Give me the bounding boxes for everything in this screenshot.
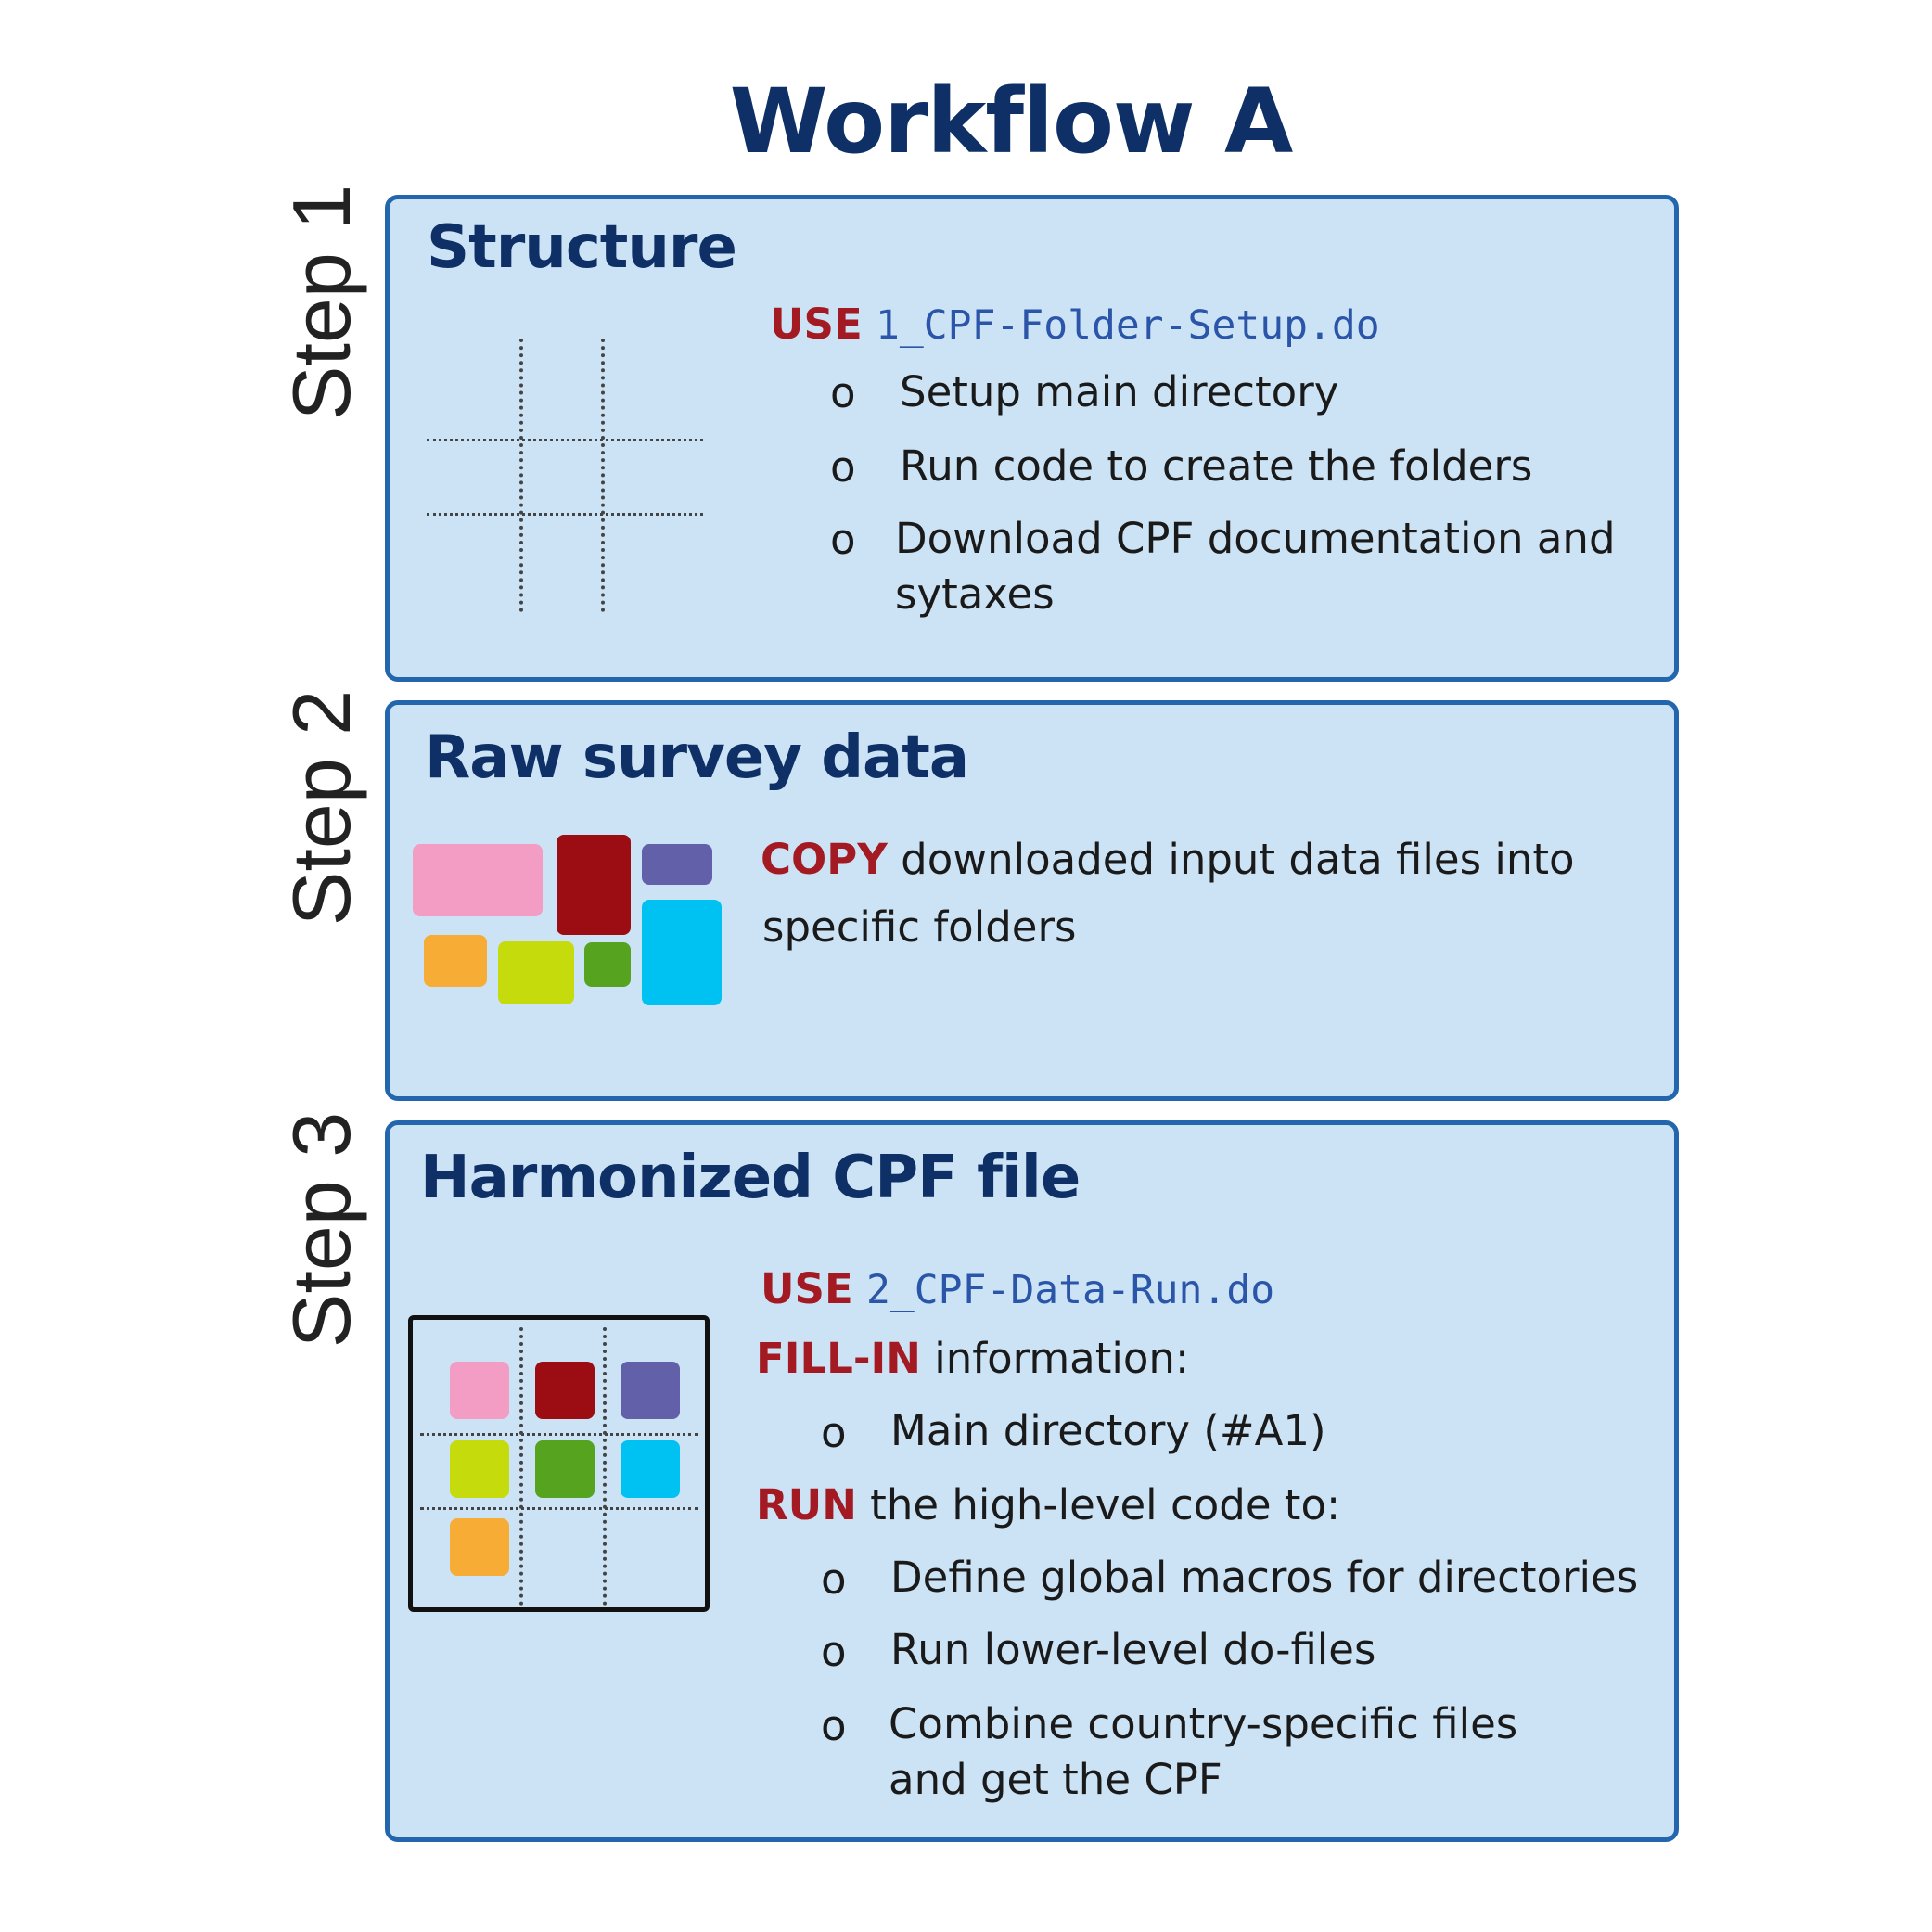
raw-data-blocks-icon bbox=[408, 835, 723, 1020]
step-2-heading: Raw survey data bbox=[425, 723, 968, 792]
run-text: the high-level code to: bbox=[870, 1480, 1341, 1529]
step-3-run-line bbox=[756, 1480, 1340, 1529]
step-3-label: Step 3 bbox=[275, 1111, 367, 1349]
step-3-run-bullet-2: Run lower-level do-files bbox=[890, 1625, 1376, 1674]
step-1-bullet-2: Run code to create the folders bbox=[900, 441, 1533, 491]
fill-in-keyword: FILL-IN bbox=[756, 1334, 921, 1383]
bullet-marker: o bbox=[821, 1701, 847, 1750]
copy-keyword: COPY bbox=[761, 835, 888, 884]
step-1-use-line bbox=[770, 300, 1380, 349]
run-keyword: RUN bbox=[756, 1480, 857, 1529]
bullet-marker: o bbox=[830, 442, 856, 492]
step-1-bullet-3: Download CPF documentation and sytaxes bbox=[895, 514, 1616, 619]
step-2-copy-line-2: specific folders bbox=[762, 902, 1077, 952]
step-2-copy-line bbox=[761, 835, 1575, 884]
bullet-marker: o bbox=[821, 1408, 847, 1457]
harmonized-grid-icon bbox=[408, 1315, 710, 1612]
setup-do-file: 1_CPF-Folder-Setup.do bbox=[876, 302, 1380, 349]
bullet-marker: o bbox=[821, 1555, 847, 1604]
bullet-marker: o bbox=[830, 368, 856, 417]
step-1-label: Step 1 bbox=[275, 184, 367, 421]
step-3-use-line bbox=[761, 1264, 1274, 1313]
step-3-heading: Harmonized CPF file bbox=[420, 1144, 1081, 1212]
step-3-fill-line bbox=[756, 1334, 1189, 1383]
step-3-panel bbox=[385, 1120, 1679, 1842]
use-keyword: USE bbox=[761, 1264, 853, 1313]
step-2-label: Step 2 bbox=[275, 689, 367, 927]
step-1-panel bbox=[385, 195, 1679, 682]
bullet-marker: o bbox=[821, 1627, 847, 1676]
data-run-do-file: 2_CPF-Data-Run.do bbox=[866, 1267, 1275, 1313]
step-3-fill-bullet-1: Main directory (#A1) bbox=[890, 1406, 1326, 1455]
step-1-heading: Structure bbox=[427, 213, 736, 282]
bullet-marker: o bbox=[830, 515, 856, 564]
folder-structure-icon bbox=[427, 339, 705, 617]
step-2-panel bbox=[385, 700, 1679, 1101]
step-1-bullet-1: Setup main directory bbox=[900, 367, 1339, 416]
diagram-title: Workflow A bbox=[729, 70, 1293, 173]
step-3-run-bullet-3: Combine country-specific files and get the CPF bbox=[889, 1699, 1518, 1804]
copy-text-1: downloaded input data files into bbox=[901, 835, 1575, 884]
step-3-run-bullet-1: Define global macros for directories bbox=[890, 1553, 1639, 1602]
use-keyword: USE bbox=[770, 300, 863, 349]
fill-in-text: information: bbox=[934, 1334, 1190, 1383]
